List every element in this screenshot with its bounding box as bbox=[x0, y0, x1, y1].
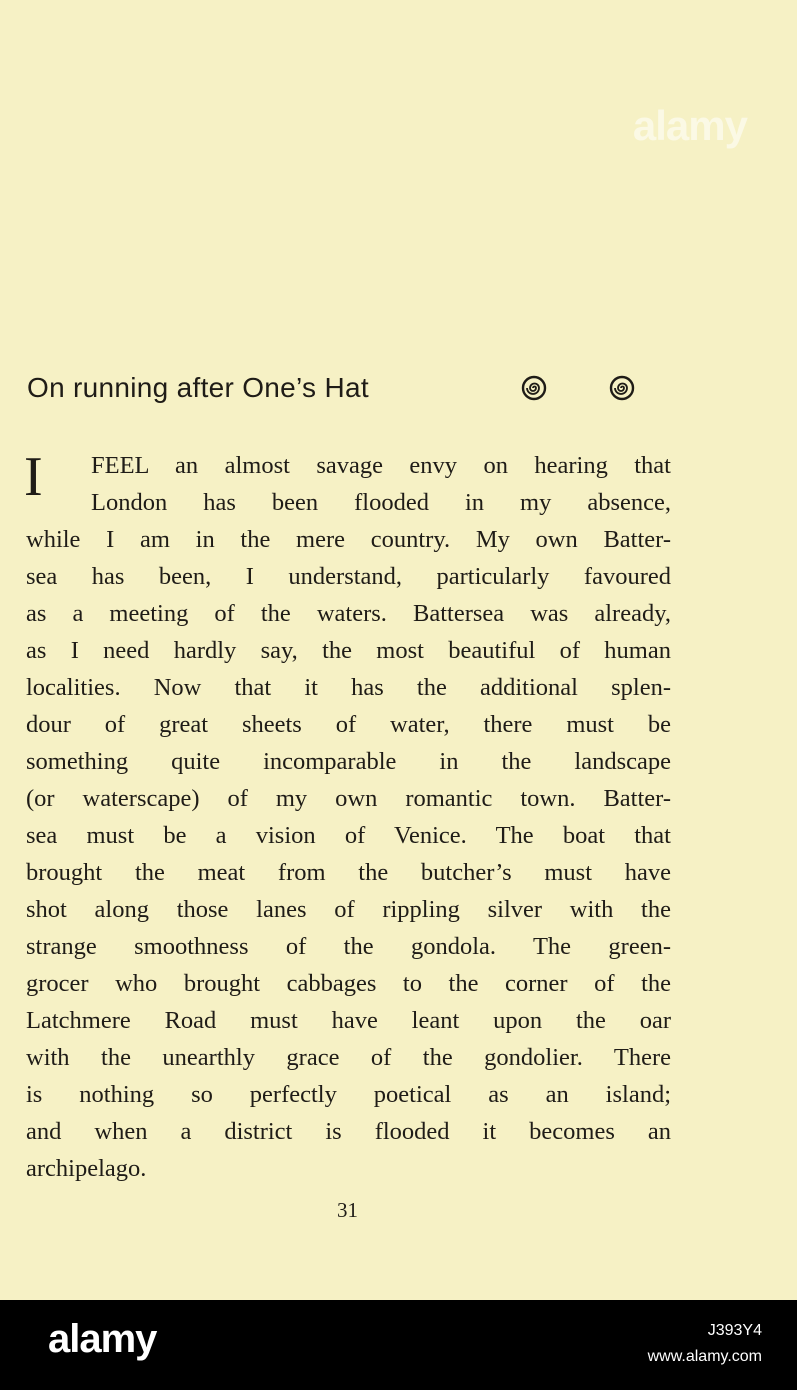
text-line: while I am in the mere country. My own Batter- bbox=[26, 526, 671, 553]
text-line: grocer who brought cabbages to the corner of the bbox=[26, 970, 671, 997]
spiral-ornament-icon bbox=[521, 375, 547, 401]
text-line: something quite incomparable in the landscape bbox=[26, 748, 671, 775]
text-line: is nothing so perfectly poetical as an island; bbox=[26, 1081, 671, 1108]
text-line: with the unearthly grace of the gondolier. There bbox=[26, 1044, 671, 1071]
text-line: sea has been, I understand, particularly favoured bbox=[26, 563, 671, 590]
text-line: Latchmere Road must have leant upon the oar bbox=[26, 1007, 671, 1034]
footer-url: www.alamy.com bbox=[647, 1348, 762, 1365]
spiral-ornament-icon bbox=[609, 375, 635, 401]
text-line: London has been flooded in my absence, bbox=[91, 489, 671, 516]
text-line: (or waterscape) of my own romantic town. Batter- bbox=[26, 785, 671, 812]
text-line: strange smoothness of the gondola. The green- bbox=[26, 933, 671, 960]
watermark-footer bbox=[0, 1300, 797, 1390]
text-line: FEEL an almost savage envy on hearing that bbox=[91, 452, 671, 479]
footer-logo: alamy bbox=[48, 1317, 157, 1361]
text-line: localities. Now that it has the additional splen- bbox=[26, 674, 671, 701]
essay-text bbox=[26, 447, 671, 1187]
page-number: 31 bbox=[337, 1198, 358, 1222]
text-line: archipelago. bbox=[26, 1155, 147, 1182]
text-line: as I need hardly say, the most beautiful of human bbox=[26, 637, 671, 664]
text-line: dour of great sheets of water, there must be bbox=[26, 711, 671, 738]
text-line: shot along those lanes of rippling silver with the bbox=[26, 896, 671, 923]
text-line: sea must be a vision of Venice. The boat that bbox=[26, 822, 671, 849]
text-line: and when a district is flooded it becomes an bbox=[26, 1118, 671, 1145]
text-line: brought the meat from the butcher’s must have bbox=[26, 859, 671, 886]
text-line: as a meeting of the waters. Battersea was already, bbox=[26, 600, 671, 627]
chapter-heading bbox=[27, 366, 687, 410]
chapter-title: On running after One’s Hat bbox=[27, 372, 369, 403]
page-watermark: alamy bbox=[632, 102, 747, 149]
image-id: J393Y4 bbox=[707, 1322, 762, 1339]
drop-cap: I bbox=[24, 446, 43, 508]
